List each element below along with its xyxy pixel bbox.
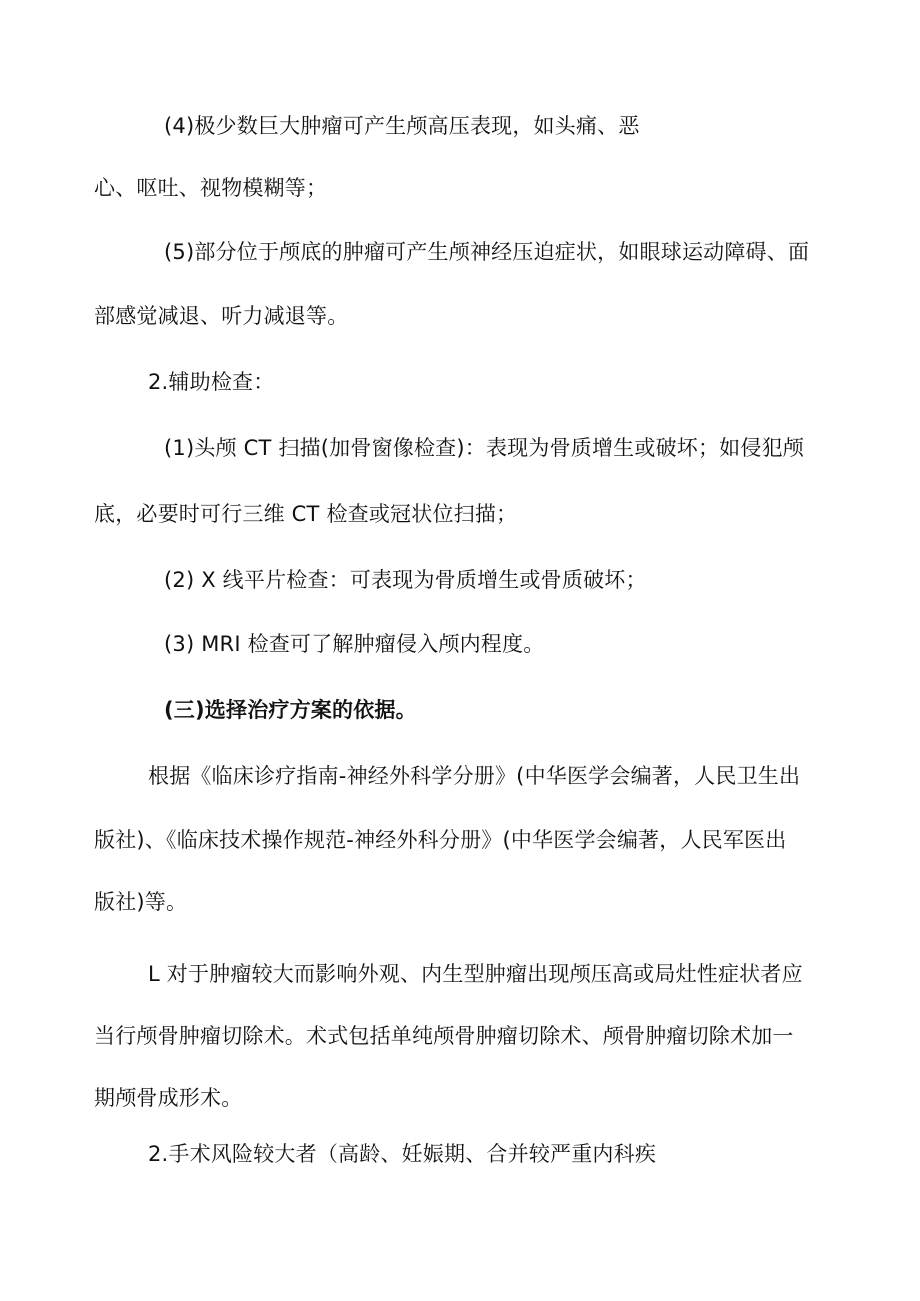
basis-paragraph-line-2: 版社)、《临床技术操作规范-神经外科分册》(中华医学会编著，人民军医出 xyxy=(94,828,787,852)
exam-item-2: (2) X 线平片检查：可表现为骨质增生或骨质破坏； xyxy=(164,568,647,592)
basis-paragraph-line-1: 根据《临床诊疗指南-神经外科学分册》(中华医学会编著，人民卫生出 xyxy=(148,764,801,788)
paragraph-4-line-1: (4)极少数巨大肿瘤可产生颅高压表现，如头痛、恶 xyxy=(164,114,640,138)
basis-paragraph-line-3: 版社)等。 xyxy=(94,890,188,914)
indication-2-line-1: 2.手术风险较大者（高龄、妊娠期、合并较严重内科疾 xyxy=(148,1142,657,1166)
paragraph-5-line-1: (5)部分位于颅底的肿瘤可产生颅神经压迫症状，如眼球运动障碍、面 xyxy=(164,240,810,264)
section-heading-treatment-basis: (三)选择治疗方案的依据。 xyxy=(164,698,417,722)
paragraph-4-line-2: 心、呕吐、视物模糊等； xyxy=(94,176,328,200)
section-heading-auxiliary-exam: 2.辅助检查： xyxy=(148,370,275,394)
indication-1-line-3: 期颅骨成形术。 xyxy=(94,1086,243,1110)
indication-1-line-2: 当行颅骨肿瘤切除术。术式包括单纯颅骨肿瘤切除术、颅骨肿瘤切除术加一 xyxy=(94,1024,794,1048)
exam-item-3: (3) MRI 检查可了解肿瘤侵入颅内程度。 xyxy=(164,632,545,656)
indication-1-line-1: L 对于肿瘤较大而影响外观、内生型肿瘤出现颅压高或局灶性症状者应 xyxy=(148,962,803,986)
exam-item-1-line-2: 底，必要时可行三维 CT 检查或冠状位扫描； xyxy=(94,502,518,526)
exam-item-1-line-1: (1)头颅 CT 扫描(加骨窗像检查)：表现为骨质增生或破坏；如侵犯颅 xyxy=(164,436,804,460)
paragraph-5-line-2: 部感觉减退、听力减退等。 xyxy=(94,304,349,328)
